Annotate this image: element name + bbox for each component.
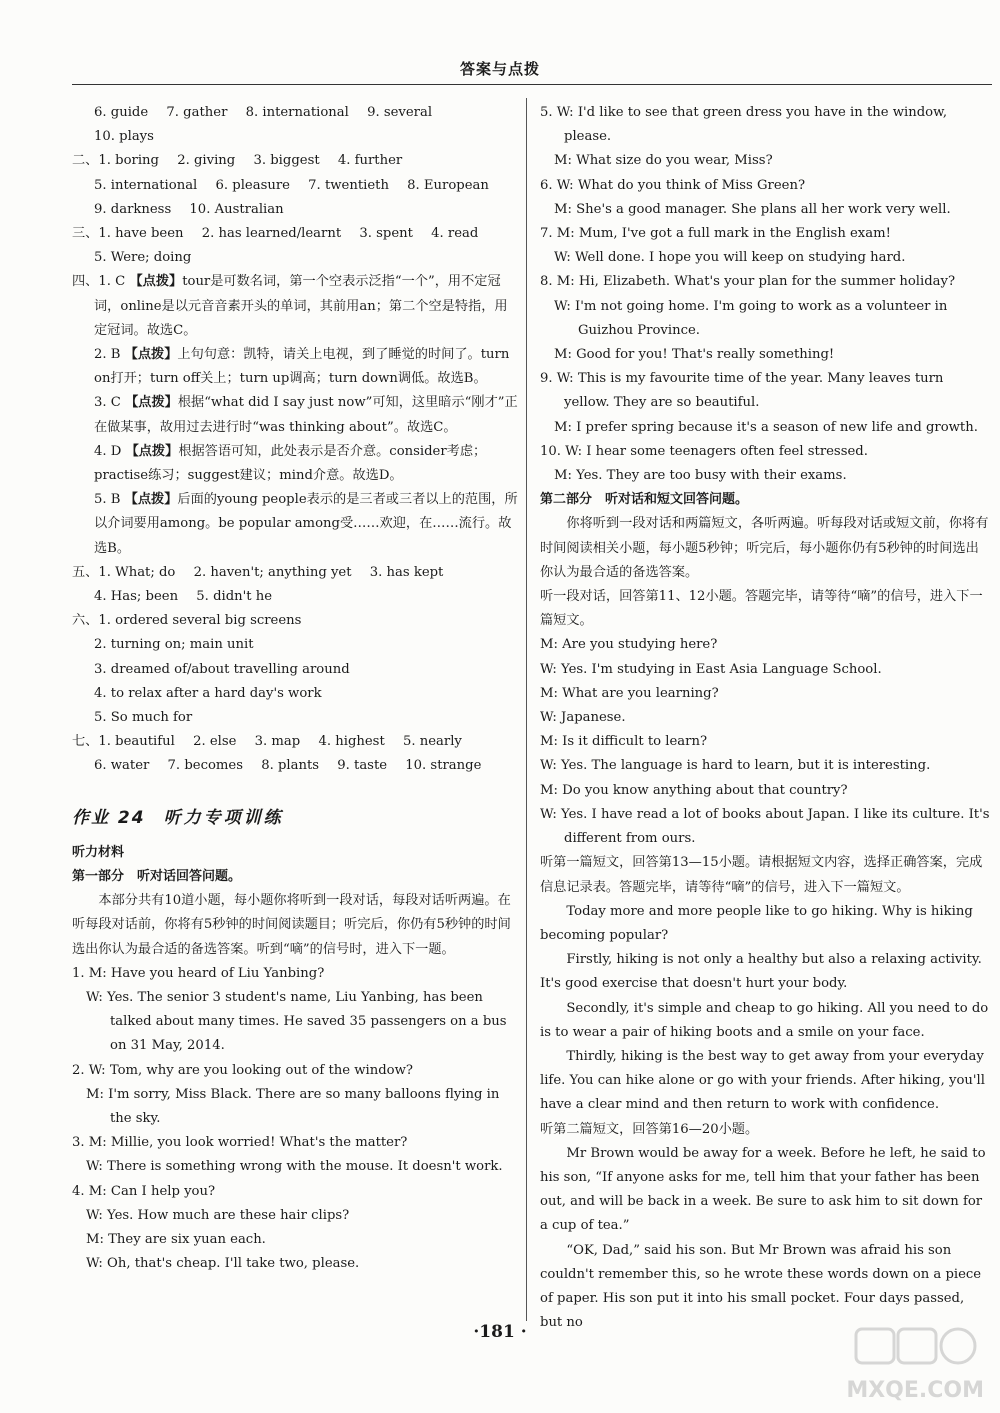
explanation-item: 四、1. C 【点拨】tour是可数名词，第一个空表示泛指“一个”，用不定冠词，online是以元音音素开头的单词，其前用an；第二个空是特指，用定冠词。故选C。 [72, 274, 508, 338]
right-column [540, 101, 990, 1335]
explanation-item: 5. B 【点拨】后面的young people表示的是三者或三者以上的范围，所以介词要用among。be popular among受……欢迎，在……流行。故选B。 [94, 492, 518, 556]
answer-row: 5. international 6. pleasure 7. twentieth 8. European [94, 177, 489, 193]
dialogue-line: M: I prefer spring because it's a season of new life and growth. [554, 419, 978, 435]
section-label: 二、 [72, 153, 99, 169]
answer-row: 6. guide 7. gather 8. international 9. several [94, 105, 433, 120]
dialogue-line: M: I'm sorry, Miss Black. There are so many balloons flying in the sky. [86, 1086, 500, 1126]
section-3-row: 三、1. have been 2. has learned/learnt 3. spent 4. read [72, 226, 479, 242]
dialogue-line: W: Well done. I hope you will keep on studying hard. [554, 250, 906, 266]
dialogue-line: M: They are six yuan each. [86, 1231, 266, 1247]
answer-row: 3. dreamed of/about travelling around [94, 661, 350, 677]
dialogue-line: M: Yes. They are too busy with their exams. [554, 468, 847, 484]
section-7-row: 七、1. beautiful 2. else 3. map 4. highest 5. nearly [72, 734, 462, 750]
conversation-line: W: Yes. The language is hard to learn, but it is interesting. [540, 758, 931, 774]
dialogue-line: 7. M: Mum, I've got a full mark in the English exam! [540, 226, 891, 242]
dialogue-line: 10. W: I hear some teenagers often feel stressed. [540, 443, 868, 459]
passage-paragraph: Firstly, hiking is not only a healthy but also a relaxing activity. It's good exercise that doesn't hurt your body. [540, 952, 982, 992]
part2-intro: 你将听到一段对话和两篇短文，各听两遍。听每段对话或短文前，你将有时间阅读相关小题，每小题5秒钟；听完后，每小题你仍有5秒钟的时间选出你认为最合适的备选答案。 [540, 516, 989, 580]
section-label: 四、 [72, 274, 99, 290]
dialogue-line: 9. W: This is my favourite time of the year. Many leaves turn yellow. They are so beautiful. [540, 371, 944, 411]
conversation-line: M: What are you learning? [540, 685, 719, 701]
conversation-line: M: Is it difficult to learn? [540, 734, 708, 750]
conversation-line: W: Yes. I have read a lot of books about Japan. I like its culture. It's different from ours. [540, 806, 990, 847]
page-number: ·181 · [473, 1322, 527, 1342]
answer-row: 2. turning on; main unit [94, 637, 254, 653]
explanation-item: 4. D 【点拨】根据答语可知，此处表示是否介意。consider考虑；practise练习；suggest建议；mind介意。故选D。 [94, 443, 487, 484]
dialogue-line: 3. M: Millie, you look worried! What's the matter? [72, 1135, 408, 1151]
passage-paragraph: “OK, Dad,” said his son. But Mr Brown was afraid his son couldn't remember this, so he wrote these words down on a piece of paper. His son put it into his small pocket. Four days passed, but no [540, 1242, 982, 1331]
dialogue-line: 8. M: Hi, Elizabeth. What's your plan for the summer holiday? [540, 274, 956, 290]
section-label: 五、 [72, 564, 99, 580]
answer-row: 5. Were; doing [94, 250, 192, 266]
assignment-title: 听力专项训练 [163, 807, 284, 828]
answer-row: 5. So much for [94, 710, 193, 726]
section-5-row: 五、1. What; do 2. haven't; anything yet 3. has kept [72, 564, 444, 580]
passage-paragraph: Mr Brown would be away for a week. Before he left, he said to his son, “If anyone asks for me, tell him that your father has been out, and will be back in a week. Be sure to ask him to sit down for a cup of tea.” [540, 1145, 986, 1234]
q13-intro: 听第一篇短文，回答第13—15小题。请根据短文内容，选择正确答案，完成信息记录表。答题完毕，请等待“嘀”的信号，进入下一篇短文。 [540, 855, 983, 895]
watermark-logo [786, 1325, 986, 1403]
material-title: 听力材料 [72, 844, 125, 860]
dialogue-line: W: Oh, that's cheap. I'll take two, please. [86, 1256, 360, 1272]
answer-row: 4. to relax after a hard day's work [94, 685, 322, 701]
passage-paragraph: Today more and more people like to go hiking. Why is hiking becoming popular? [540, 903, 973, 943]
dialogue-line: W: Yes. The senior 3 student's name, Liu Yanbing, has been talked about many times. He saved 35 passengers on a bus on 31 May, 2014. [86, 989, 507, 1054]
dialogue-line: M: What size do you wear, Miss? [554, 153, 773, 169]
explanation-item: 2. B 【点拨】上句句意：凯特，请关上电视，到了睡觉的时间了。turn on打开；turn off关上；turn up调高；turn down调低。故选B。 [94, 347, 510, 387]
dialogue-line: 1. M: Have you heard of Liu Yanbing? [72, 965, 325, 981]
assignment-heading [72, 805, 518, 831]
answer-row: 9. darkness 10. Australian [94, 201, 284, 217]
section-label: 三、 [72, 226, 99, 242]
conversation-line: W: Japanese. [540, 710, 626, 726]
q11-intro: 听一段对话，回答第11、12小题。答题完毕，请等待“嘀”的信号，进入下一篇短文。 [540, 589, 983, 629]
dialogue-line: M: Good for you! That's really something! [554, 347, 835, 363]
dialogue-line: 6. W: What do you think of Miss Green? [540, 177, 806, 193]
header-rule [72, 84, 992, 85]
passage-paragraph: Secondly, it's simple and cheap to go hiking. All you need to do is to wear a pair of hiking boots and a smile on your face. [540, 1000, 989, 1040]
dialogue-line: M: She's a good manager. She plans all her work very well. [554, 201, 951, 217]
part1-intro: 本部分共有10道小题，每小题你将听到一段对话，每段对话听两遍。在听每段对话前，你将有5秒钟的时间阅读题目；听完后，你仍有5秒钟的时间选出你认为最合适的备选答案。听到“嘀”的信号时，进入下一题。 [72, 893, 511, 957]
section-2-row: 二、1. boring 2. giving 3. biggest 4. further [72, 153, 403, 169]
dialogue-line: 2. W: Tom, why are you looking out of the window? [72, 1062, 413, 1078]
conversation-line: M: Do you know anything about that country? [540, 782, 848, 798]
conversation-line: W: Yes. I'm studying in East Asia Language School. [540, 661, 882, 677]
explanation-item: 3. C 【点拨】根据“what did I say just now”可知，这里暗示“刚才”正在做某事，故用过去进行时“was thinking about”。故选C。 [94, 395, 518, 435]
page-header: 答案与点拨 [459, 60, 540, 78]
answer-row: 4. Has; been 5. didn't he [94, 589, 273, 605]
section-label: 七、 [72, 734, 99, 750]
answer-row: 6. water 7. becomes 8. plants 9. taste 10. strange [94, 758, 482, 774]
dialogue-line: W: I'm not going home. I'm going to work as a volunteer in Guizhou Province. [554, 298, 948, 338]
answer-row: 10. plays [94, 129, 154, 145]
q16-intro: 听第二篇短文，回答第16—20小题。 [540, 1121, 759, 1137]
assignment-label: 作业 24 [72, 807, 146, 828]
dialogue-line: 4. M: Can I help you? [72, 1183, 216, 1199]
left-column [72, 101, 518, 1276]
watermark-text: MXQE.COM [846, 1378, 984, 1403]
dialogue-line: 5. W: I'd like to see that green dress you have in the window, please. [540, 105, 948, 145]
part1-title: 第一部分 听对话回答问题。 [72, 868, 242, 884]
part2-title: 第二部分 听对话和短文回答问题。 [540, 492, 749, 508]
section-6-row: 六、1. ordered several big screens [72, 613, 302, 629]
passage-paragraph: Thirdly, hiking is the best way to get away from your everyday life. You can hike alone or go with your friends. After hiking, you'll have a clear mind and then return to work with confidence. [540, 1048, 985, 1113]
dialogue-line: W: Yes. How much are these hair clips? [86, 1207, 350, 1223]
conversation-line: M: Are you studying here? [540, 637, 718, 653]
dialogue-line: W: There is something wrong with the mouse. It doesn't work. [86, 1159, 503, 1175]
section-label: 六、 [72, 613, 99, 629]
column-divider [526, 98, 527, 1321]
